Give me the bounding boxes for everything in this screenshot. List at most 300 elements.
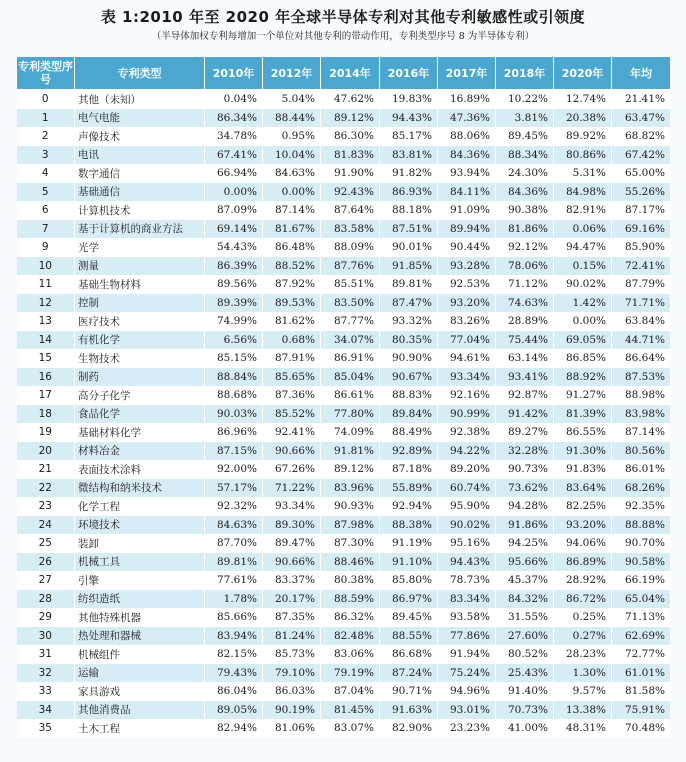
value-cell: 90.70% xyxy=(612,534,671,553)
value-cell: 90.73% xyxy=(496,460,554,479)
value-cell: 80.86% xyxy=(554,146,612,165)
table-row xyxy=(17,497,671,516)
value-cell: 12.74% xyxy=(554,90,612,109)
table-row xyxy=(17,645,671,664)
patent-type-name: 机械组件 xyxy=(75,645,205,664)
patent-type-name: 基于计算机的商业方法 xyxy=(75,220,205,239)
table-row xyxy=(17,423,671,442)
header-cell: 专利类型 xyxy=(75,57,205,90)
table-row xyxy=(17,386,671,405)
value-cell: 0.06% xyxy=(554,220,612,239)
value-cell: 83.58% xyxy=(321,220,380,239)
value-cell: 0.95% xyxy=(263,127,321,146)
value-cell: 1.78% xyxy=(205,590,263,609)
value-cell: 81.39% xyxy=(554,405,612,424)
value-cell: 82.91% xyxy=(554,201,612,220)
value-cell: 54.43% xyxy=(205,238,263,257)
value-cell: 87.30% xyxy=(321,534,380,553)
header-cell: 2018年 xyxy=(496,57,554,90)
value-cell: 87.51% xyxy=(380,220,438,239)
value-cell: 94.47% xyxy=(554,238,612,257)
table-row xyxy=(17,368,671,387)
value-cell: 88.98% xyxy=(612,386,671,405)
value-cell: 20.38% xyxy=(554,109,612,128)
value-cell: 86.68% xyxy=(380,645,438,664)
value-cell: 77.86% xyxy=(438,627,496,646)
value-cell: 1.42% xyxy=(554,294,612,313)
value-cell: 55.26% xyxy=(612,183,671,202)
patent-type-id: 1 xyxy=(17,109,75,128)
patent-type-name: 微结构和纳米技术 xyxy=(75,479,205,498)
patent-type-name: 家具游戏 xyxy=(75,682,205,701)
table-row xyxy=(17,516,671,535)
value-cell: 92.38% xyxy=(438,423,496,442)
value-cell: 82.15% xyxy=(205,645,263,664)
value-cell: 95.66% xyxy=(496,553,554,572)
value-cell: 85.17% xyxy=(380,127,438,146)
patent-type-name: 控制 xyxy=(75,294,205,313)
value-cell: 83.94% xyxy=(205,627,263,646)
patent-type-id: 31 xyxy=(17,645,75,664)
value-cell: 88.09% xyxy=(321,238,380,257)
value-cell: 91.42% xyxy=(496,405,554,424)
value-cell: 86.04% xyxy=(205,682,263,701)
value-cell: 23.23% xyxy=(438,719,496,738)
value-cell: 65.04% xyxy=(612,590,671,609)
value-cell: 86.48% xyxy=(263,238,321,257)
value-cell: 28.23% xyxy=(554,645,612,664)
value-cell: 89.12% xyxy=(321,460,380,479)
value-cell: 90.02% xyxy=(438,516,496,535)
value-cell: 86.30% xyxy=(321,127,380,146)
value-cell: 5.31% xyxy=(554,164,612,183)
patent-type-name: 光学 xyxy=(75,238,205,257)
table-row xyxy=(17,627,671,646)
patent-type-id: 30 xyxy=(17,627,75,646)
value-cell: 87.91% xyxy=(263,349,321,368)
value-cell: 83.96% xyxy=(321,479,380,498)
value-cell: 87.35% xyxy=(263,608,321,627)
value-cell: 86.03% xyxy=(263,682,321,701)
value-cell: 6.56% xyxy=(205,331,263,350)
value-cell: 87.09% xyxy=(205,201,263,220)
table-row xyxy=(17,331,671,350)
patent-type-name: 食品化学 xyxy=(75,405,205,424)
table-row xyxy=(17,146,671,165)
value-cell: 84.63% xyxy=(205,516,263,535)
table-row xyxy=(17,460,671,479)
value-cell: 69.05% xyxy=(554,331,612,350)
value-cell: 48.31% xyxy=(554,719,612,738)
value-cell: 89.56% xyxy=(205,275,263,294)
value-cell: 74.99% xyxy=(205,312,263,331)
table-row xyxy=(17,220,671,239)
patent-type-name: 其他消费品 xyxy=(75,701,205,720)
patent-type-name: 环境技术 xyxy=(75,516,205,535)
value-cell: 86.93% xyxy=(380,183,438,202)
value-cell: 89.47% xyxy=(263,534,321,553)
table-row xyxy=(17,608,671,627)
value-cell: 77.61% xyxy=(205,571,263,590)
value-cell: 86.64% xyxy=(612,349,671,368)
patent-type-name: 声像技术 xyxy=(75,127,205,146)
value-cell: 90.19% xyxy=(263,701,321,720)
value-cell: 92.32% xyxy=(205,497,263,516)
patent-type-id: 0 xyxy=(17,90,75,109)
value-cell: 90.01% xyxy=(380,238,438,257)
value-cell: 91.83% xyxy=(554,460,612,479)
value-cell: 86.55% xyxy=(554,423,612,442)
value-cell: 0.00% xyxy=(263,183,321,202)
value-cell: 70.48% xyxy=(612,719,671,738)
value-cell: 0.25% xyxy=(554,608,612,627)
value-cell: 92.53% xyxy=(438,275,496,294)
value-cell: 88.59% xyxy=(321,590,380,609)
value-cell: 87.24% xyxy=(380,664,438,683)
value-cell: 0.15% xyxy=(554,257,612,276)
value-cell: 0.27% xyxy=(554,627,612,646)
header-cell: 2014年 xyxy=(321,57,380,90)
value-cell: 88.83% xyxy=(380,386,438,405)
value-cell: 90.66% xyxy=(263,553,321,572)
value-cell: 83.34% xyxy=(438,590,496,609)
value-cell: 91.30% xyxy=(554,442,612,461)
value-cell: 90.71% xyxy=(380,682,438,701)
patent-type-id: 20 xyxy=(17,442,75,461)
value-cell: 85.73% xyxy=(263,645,321,664)
value-cell: 34.78% xyxy=(205,127,263,146)
value-cell: 91.40% xyxy=(496,682,554,701)
value-cell: 89.81% xyxy=(380,275,438,294)
value-cell: 86.32% xyxy=(321,608,380,627)
patent-type-id: 19 xyxy=(17,423,75,442)
value-cell: 1.30% xyxy=(554,664,612,683)
value-cell: 84.63% xyxy=(263,164,321,183)
value-cell: 80.35% xyxy=(380,331,438,350)
value-cell: 0.04% xyxy=(205,90,263,109)
value-cell: 87.76% xyxy=(321,257,380,276)
value-cell: 90.67% xyxy=(380,368,438,387)
value-cell: 82.94% xyxy=(205,719,263,738)
value-cell: 85.51% xyxy=(321,275,380,294)
value-cell: 88.38% xyxy=(380,516,438,535)
value-cell: 79.19% xyxy=(321,664,380,683)
value-cell: 44.71% xyxy=(612,331,671,350)
value-cell: 84.36% xyxy=(438,146,496,165)
value-cell: 83.07% xyxy=(321,719,380,738)
value-cell: 82.25% xyxy=(554,497,612,516)
value-cell: 19.83% xyxy=(380,90,438,109)
value-cell: 81.06% xyxy=(263,719,321,738)
value-cell: 55.89% xyxy=(380,479,438,498)
patent-type-id: 9 xyxy=(17,238,75,257)
patent-type-id: 10 xyxy=(17,257,75,276)
table-row xyxy=(17,127,671,146)
value-cell: 41.00% xyxy=(496,719,554,738)
table-row xyxy=(17,590,671,609)
value-cell: 85.65% xyxy=(263,368,321,387)
patent-type-name: 基础通信 xyxy=(75,183,205,202)
patent-type-id: 25 xyxy=(17,534,75,553)
value-cell: 85.15% xyxy=(205,349,263,368)
value-cell: 63.84% xyxy=(612,312,671,331)
patent-type-name: 制药 xyxy=(75,368,205,387)
header-cell: 2020年 xyxy=(554,57,612,90)
value-cell: 86.97% xyxy=(380,590,438,609)
value-cell: 87.15% xyxy=(205,442,263,461)
value-cell: 70.73% xyxy=(496,701,554,720)
value-cell: 88.49% xyxy=(380,423,438,442)
value-cell: 92.16% xyxy=(438,386,496,405)
value-cell: 82.48% xyxy=(321,627,380,646)
table-row xyxy=(17,405,671,424)
value-cell: 61.01% xyxy=(612,664,671,683)
value-cell: 85.52% xyxy=(263,405,321,424)
value-cell: 86.39% xyxy=(205,257,263,276)
value-cell: 89.45% xyxy=(496,127,554,146)
value-cell: 31.55% xyxy=(496,608,554,627)
value-cell: 62.69% xyxy=(612,627,671,646)
value-cell: 88.46% xyxy=(321,553,380,572)
patent-type-name: 表面技术涂料 xyxy=(75,460,205,479)
value-cell: 86.91% xyxy=(321,349,380,368)
value-cell: 73.62% xyxy=(496,479,554,498)
table-row xyxy=(17,257,671,276)
patent-type-id: 29 xyxy=(17,608,75,627)
value-cell: 80.38% xyxy=(321,571,380,590)
value-cell: 69.14% xyxy=(205,220,263,239)
value-cell: 3.81% xyxy=(496,109,554,128)
patent-type-id: 13 xyxy=(17,312,75,331)
header-cell: 2017年 xyxy=(438,57,496,90)
value-cell: 71.71% xyxy=(612,294,671,313)
patent-type-id: 28 xyxy=(17,590,75,609)
value-cell: 5.04% xyxy=(263,90,321,109)
value-cell: 93.34% xyxy=(263,497,321,516)
value-cell: 90.66% xyxy=(263,442,321,461)
value-cell: 86.85% xyxy=(554,349,612,368)
value-cell: 94.06% xyxy=(554,534,612,553)
value-cell: 83.06% xyxy=(321,645,380,664)
value-cell: 88.18% xyxy=(380,201,438,220)
value-cell: 75.44% xyxy=(496,331,554,350)
value-cell: 94.43% xyxy=(438,553,496,572)
value-cell: 89.20% xyxy=(438,460,496,479)
value-cell: 90.58% xyxy=(612,553,671,572)
value-cell: 10.22% xyxy=(496,90,554,109)
value-cell: 81.67% xyxy=(263,220,321,239)
patent-type-id: 12 xyxy=(17,294,75,313)
value-cell: 92.87% xyxy=(496,386,554,405)
table-row xyxy=(17,294,671,313)
value-cell: 90.99% xyxy=(438,405,496,424)
patent-type-id: 6 xyxy=(17,201,75,220)
patent-type-name: 医疗技术 xyxy=(75,312,205,331)
value-cell: 94.28% xyxy=(496,497,554,516)
value-cell: 89.12% xyxy=(321,109,380,128)
patent-type-id: 35 xyxy=(17,719,75,738)
value-cell: 89.05% xyxy=(205,701,263,720)
header-cell: 2012年 xyxy=(263,57,321,90)
value-cell: 86.61% xyxy=(321,386,380,405)
table-title: 表 1:2010 年至 2020 年全球半导体专利对其他专利敏感性或引领度 xyxy=(100,8,586,26)
value-cell: 84.32% xyxy=(496,590,554,609)
patent-type-name: 热处理和器械 xyxy=(75,627,205,646)
value-cell: 93.20% xyxy=(554,516,612,535)
value-cell: 86.96% xyxy=(205,423,263,442)
patent-type-name: 其他（未知） xyxy=(75,90,205,109)
value-cell: 87.18% xyxy=(380,460,438,479)
value-cell: 79.43% xyxy=(205,664,263,683)
patent-type-name: 高分子化学 xyxy=(75,386,205,405)
value-cell: 21.41% xyxy=(612,90,671,109)
value-cell: 94.43% xyxy=(380,109,438,128)
value-cell: 65.00% xyxy=(612,164,671,183)
value-cell: 89.30% xyxy=(263,516,321,535)
value-cell: 84.11% xyxy=(438,183,496,202)
value-cell: 77.04% xyxy=(438,331,496,350)
value-cell: 89.84% xyxy=(380,405,438,424)
patent-type-name: 材料冶金 xyxy=(75,442,205,461)
value-cell: 91.81% xyxy=(321,442,380,461)
table-row xyxy=(17,664,671,683)
patent-type-id: 22 xyxy=(17,479,75,498)
value-cell: 93.58% xyxy=(438,608,496,627)
patent-type-name: 化学工程 xyxy=(75,497,205,516)
patent-type-id: 16 xyxy=(17,368,75,387)
value-cell: 57.17% xyxy=(205,479,263,498)
value-cell: 67.42% xyxy=(612,146,671,165)
table-row xyxy=(17,479,671,498)
patent-type-name: 引擎 xyxy=(75,571,205,590)
value-cell: 87.47% xyxy=(380,294,438,313)
table-row xyxy=(17,238,671,257)
value-cell: 86.34% xyxy=(205,109,263,128)
value-cell: 85.90% xyxy=(612,238,671,257)
patent-type-id: 32 xyxy=(17,664,75,683)
patent-type-id: 14 xyxy=(17,331,75,350)
value-cell: 90.03% xyxy=(205,405,263,424)
value-cell: 0.00% xyxy=(554,312,612,331)
value-cell: 90.90% xyxy=(380,349,438,368)
value-cell: 93.01% xyxy=(438,701,496,720)
value-cell: 93.20% xyxy=(438,294,496,313)
value-cell: 92.43% xyxy=(321,183,380,202)
value-cell: 16.89% xyxy=(438,90,496,109)
value-cell: 71.22% xyxy=(263,479,321,498)
patent-type-id: 2 xyxy=(17,127,75,146)
value-cell: 75.24% xyxy=(438,664,496,683)
value-cell: 91.90% xyxy=(321,164,380,183)
header-row xyxy=(17,57,671,90)
table-row xyxy=(17,682,671,701)
value-cell: 89.53% xyxy=(263,294,321,313)
value-cell: 91.27% xyxy=(554,386,612,405)
value-cell: 91.63% xyxy=(380,701,438,720)
value-cell: 83.64% xyxy=(554,479,612,498)
patent-type-id: 4 xyxy=(17,164,75,183)
patent-type-name: 数字通信 xyxy=(75,164,205,183)
value-cell: 0.00% xyxy=(205,183,263,202)
value-cell: 88.88% xyxy=(612,516,671,535)
patent-type-id: 27 xyxy=(17,571,75,590)
value-cell: 90.38% xyxy=(496,201,554,220)
table-row xyxy=(17,201,671,220)
patent-type-name: 测量 xyxy=(75,257,205,276)
patent-type-id: 17 xyxy=(17,386,75,405)
value-cell: 91.86% xyxy=(496,516,554,535)
value-cell: 92.94% xyxy=(380,497,438,516)
patent-type-name: 基础生物材料 xyxy=(75,275,205,294)
value-cell: 88.84% xyxy=(205,368,263,387)
value-cell: 91.85% xyxy=(380,257,438,276)
value-cell: 47.36% xyxy=(438,109,496,128)
value-cell: 91.19% xyxy=(380,534,438,553)
patent-type-name: 有机化学 xyxy=(75,331,205,350)
value-cell: 81.83% xyxy=(321,146,380,165)
value-cell: 88.92% xyxy=(554,368,612,387)
value-cell: 78.73% xyxy=(438,571,496,590)
value-cell: 79.10% xyxy=(263,664,321,683)
value-cell: 69.16% xyxy=(612,220,671,239)
patent-type-id: 21 xyxy=(17,460,75,479)
header-cell: 2010年 xyxy=(205,57,263,90)
value-cell: 94.25% xyxy=(496,534,554,553)
value-cell: 94.96% xyxy=(438,682,496,701)
patent-type-id: 11 xyxy=(17,275,75,294)
value-cell: 85.04% xyxy=(321,368,380,387)
value-cell: 88.52% xyxy=(263,257,321,276)
value-cell: 94.61% xyxy=(438,349,496,368)
value-cell: 60.74% xyxy=(438,479,496,498)
value-cell: 83.81% xyxy=(380,146,438,165)
value-cell: 87.79% xyxy=(612,275,671,294)
value-cell: 89.92% xyxy=(554,127,612,146)
patent-type-id: 15 xyxy=(17,349,75,368)
table-row xyxy=(17,275,671,294)
value-cell: 86.01% xyxy=(612,460,671,479)
patent-type-id: 18 xyxy=(17,405,75,424)
value-cell: 86.72% xyxy=(554,590,612,609)
table-row xyxy=(17,164,671,183)
value-cell: 91.09% xyxy=(438,201,496,220)
value-cell: 87.36% xyxy=(263,386,321,405)
sensitivity-table xyxy=(16,56,671,738)
value-cell: 91.82% xyxy=(380,164,438,183)
value-cell: 87.77% xyxy=(321,312,380,331)
value-cell: 25.43% xyxy=(496,664,554,683)
value-cell: 83.98% xyxy=(612,405,671,424)
value-cell: 89.27% xyxy=(496,423,554,442)
patent-type-name: 运输 xyxy=(75,664,205,683)
value-cell: 84.36% xyxy=(496,183,554,202)
value-cell: 77.80% xyxy=(321,405,380,424)
patent-type-id: 26 xyxy=(17,553,75,572)
value-cell: 81.58% xyxy=(612,682,671,701)
patent-type-id: 24 xyxy=(17,516,75,535)
value-cell: 68.82% xyxy=(612,127,671,146)
value-cell: 71.12% xyxy=(496,275,554,294)
value-cell: 47.62% xyxy=(321,90,380,109)
value-cell: 92.41% xyxy=(263,423,321,442)
value-cell: 28.89% xyxy=(496,312,554,331)
patent-type-id: 33 xyxy=(17,682,75,701)
value-cell: 92.89% xyxy=(380,442,438,461)
value-cell: 87.92% xyxy=(263,275,321,294)
value-cell: 91.10% xyxy=(380,553,438,572)
value-cell: 94.22% xyxy=(438,442,496,461)
value-cell: 95.16% xyxy=(438,534,496,553)
